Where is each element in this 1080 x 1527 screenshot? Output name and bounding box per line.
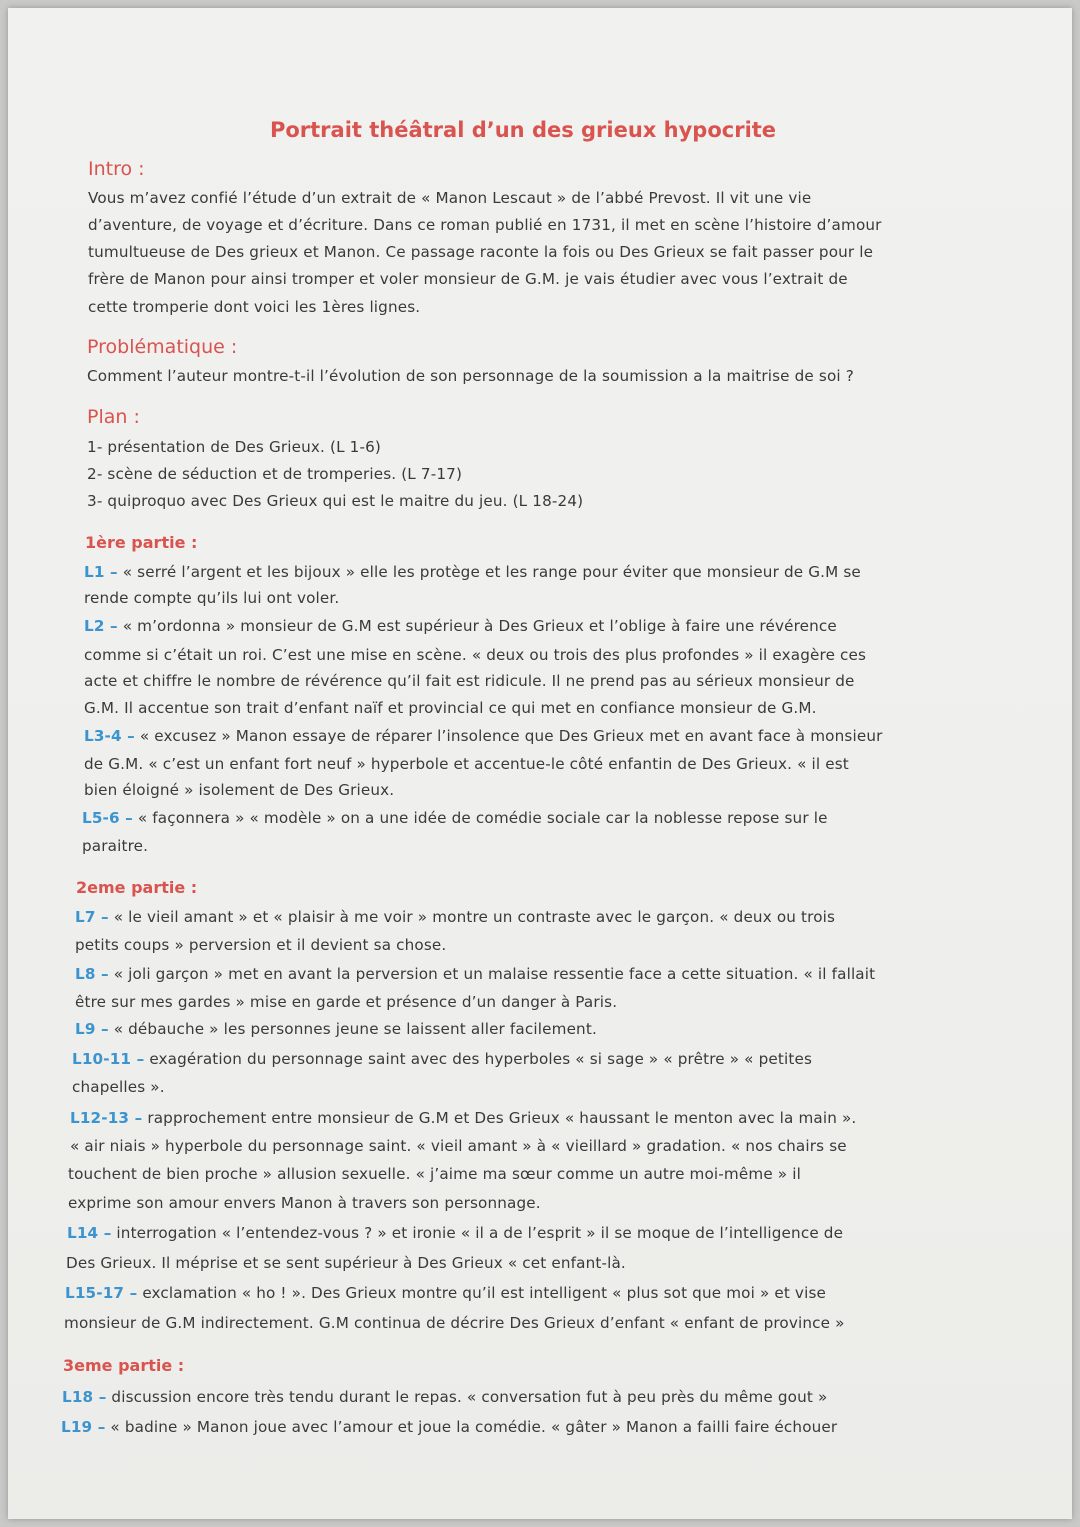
line-text: de G.M. « c’est un enfant fort neuf » hyperbole et accentue-le côté enfantin de Des Grieux. « il est <box>84 755 849 773</box>
line-ref: L12-13 – <box>70 1109 143 1127</box>
partie2-line <box>72 1078 165 1096</box>
line-text: « le vieil amant » et « plaisir à me voir » montre un contraste avec le garçon. « deux ou trois <box>108 908 836 926</box>
intro-line: tumultueuse de Des grieux et Manon. Ce passage raconte la fois ou Des Grieux se fait passer pour le <box>88 243 874 261</box>
line-text: « excusez » Manon essaye de réparer l’insolence que Des Grieux met en avant face à monsieur <box>134 727 883 745</box>
partie1-line <box>84 727 883 745</box>
partie1-line <box>84 781 394 799</box>
partie1-line <box>84 617 837 635</box>
intro-line: cette tromperie dont voici les 1ères lignes. <box>88 298 421 316</box>
line-ref: L2 – <box>84 617 118 635</box>
line-text: touchent de bien proche » allusion sexuelle. « j’aime ma sœur comme un autre moi-même » il <box>68 1165 801 1183</box>
partie2-heading: 2eme partie : <box>76 878 198 897</box>
partie2-line <box>70 1137 847 1155</box>
line-text: « badine » Manon joue avec l’amour et joue la comédie. « gâter » Manon a failli faire échouer <box>105 1418 838 1436</box>
intro-line: Vous m’avez confié l’étude d’un extrait de « Manon Lescaut » de l’abbé Prevost. Il vit une vie <box>88 189 812 207</box>
line-ref: L5-6 – <box>82 809 133 827</box>
line-ref: L19 – <box>61 1418 106 1436</box>
partie2-line <box>66 1254 626 1272</box>
partie2-line <box>72 1050 812 1068</box>
partie3-line <box>61 1418 837 1436</box>
partie1-line <box>82 809 828 827</box>
partie1-line <box>84 755 849 773</box>
line-ref: L3-4 – <box>84 727 135 745</box>
line-text: interrogation « l’entendez-vous ? » et ironie « il a de l’esprit » il se moque de l’intelligence de <box>111 1224 844 1242</box>
partie2-line <box>67 1224 843 1242</box>
problematique-line: Comment l’auteur montre-t-il l’évolution de son personnage de la soumission a la maitrise de soi ? <box>87 367 854 385</box>
line-text: être sur mes gardes » mise en garde et présence d’un danger à Paris. <box>75 993 618 1011</box>
partie1-line <box>84 672 855 690</box>
intro-line: d’aventure, de voyage et d’écriture. Dans ce roman publié en 1731, il met en scène l’histoire d’amour <box>88 216 882 234</box>
plan-heading: Plan : <box>87 406 140 428</box>
line-text: rende compte qu’ils lui ont voler. <box>84 589 340 607</box>
plan-item: 2- scène de séduction et de tromperies. (L 7-17) <box>87 465 463 483</box>
line-ref: L10-11 – <box>72 1050 145 1068</box>
line-text: comme si c’était un roi. C’est une mise en scène. « deux ou trois des plus profondes » il exagère ces <box>84 646 867 664</box>
line-text: paraitre. <box>82 837 149 855</box>
partie1-heading: 1ère partie : <box>85 533 198 552</box>
partie1-line <box>84 589 339 607</box>
line-text: « m’ordonna » monsieur de G.M est supérieur à Des Grieux et l’oblige à faire une révérence <box>117 617 837 635</box>
partie1-line <box>84 646 866 664</box>
line-ref: L7 – <box>75 908 109 926</box>
partie3-line <box>62 1388 827 1406</box>
partie2-line <box>75 993 617 1011</box>
line-text: monsieur de G.M indirectement. G.M continua de décrire Des Grieux d’enfant « enfant de province » <box>64 1314 845 1332</box>
line-ref: L9 – <box>75 1020 109 1038</box>
intro-line: frère de Manon pour ainsi tromper et voler monsieur de G.M. je vais étudier avec vous l’extrait de <box>88 270 848 288</box>
problematique-heading: Problématique : <box>87 336 238 358</box>
line-text: exagération du personnage saint avec des hyperboles « si sage » « prêtre » « petites <box>144 1050 813 1068</box>
line-text: rapprochement entre monsieur de G.M et Des Grieux « haussant le menton avec la main ». <box>142 1109 857 1127</box>
line-ref: L1 – <box>84 563 118 581</box>
plan-item: 3- quiproquo avec Des Grieux qui est le maitre du jeu. (L 18-24) <box>87 492 584 510</box>
line-ref: L18 – <box>62 1388 107 1406</box>
line-text: chapelles ». <box>72 1078 165 1096</box>
partie2-line <box>68 1194 541 1212</box>
line-text: « façonnera » « modèle » on a une idée de comédie sociale car la noblesse repose sur le <box>132 809 828 827</box>
partie1-line <box>84 563 861 581</box>
partie3-heading: 3eme partie : <box>63 1356 185 1375</box>
partie1-line <box>84 699 817 717</box>
line-text: exclamation « ho ! ». Des Grieux montre qu’il est intelligent « plus sot que moi » et vise <box>137 1284 826 1302</box>
line-text: petits coups » perversion et il devient sa chose. <box>75 936 447 954</box>
line-text: discussion encore très tendu durant le repas. « conversation fut à peu près du même gout » <box>106 1388 828 1406</box>
partie2-line <box>64 1314 845 1332</box>
partie2-line <box>75 965 875 983</box>
line-text: « serré l’argent et les bijoux » elle les protège et les range pour éviter que monsieur de G.M se <box>117 563 861 581</box>
partie2-line <box>75 1020 597 1038</box>
line-text: « débauche » les personnes jeune se laissent aller facilement. <box>108 1020 597 1038</box>
line-text: « joli garçon » met en avant la perversion et un malaise ressentie face a cette situation. « il fallait <box>108 965 876 983</box>
line-text: Des Grieux. Il méprise et se sent supérieur à Des Grieux « cet enfant-là. <box>66 1254 626 1272</box>
partie2-line <box>75 936 446 954</box>
intro-heading: Intro : <box>88 158 145 180</box>
line-ref: L8 – <box>75 965 109 983</box>
line-text: acte et chiffre le nombre de révérence qu’il fait est ridicule. Il ne prend pas au sérieux monsieur de <box>84 672 855 690</box>
document-page <box>8 8 1072 1519</box>
line-ref: L14 – <box>67 1224 112 1242</box>
partie2-line <box>75 908 835 926</box>
line-text: exprime son amour envers Manon à travers son personnage. <box>68 1194 541 1212</box>
partie2-line <box>68 1165 801 1183</box>
plan-item: 1- présentation de Des Grieux. (L 1-6) <box>87 438 382 456</box>
partie2-line <box>70 1109 856 1127</box>
line-text: bien éloigné » isolement de Des Grieux. <box>84 781 395 799</box>
partie2-line <box>65 1284 826 1302</box>
line-text: G.M. Il accentue son trait d’enfant naïf et provincial ce qui met en confiance monsieur de G.M. <box>84 699 817 717</box>
partie1-line <box>82 837 148 855</box>
line-ref: L15-17 – <box>65 1284 138 1302</box>
line-text: « air niais » hyperbole du personnage saint. « vieil amant » à « vieillard » gradation. « nos chairs se <box>70 1137 847 1155</box>
page-title: Portrait théâtral d’un des grieux hypocrite <box>269 118 777 142</box>
